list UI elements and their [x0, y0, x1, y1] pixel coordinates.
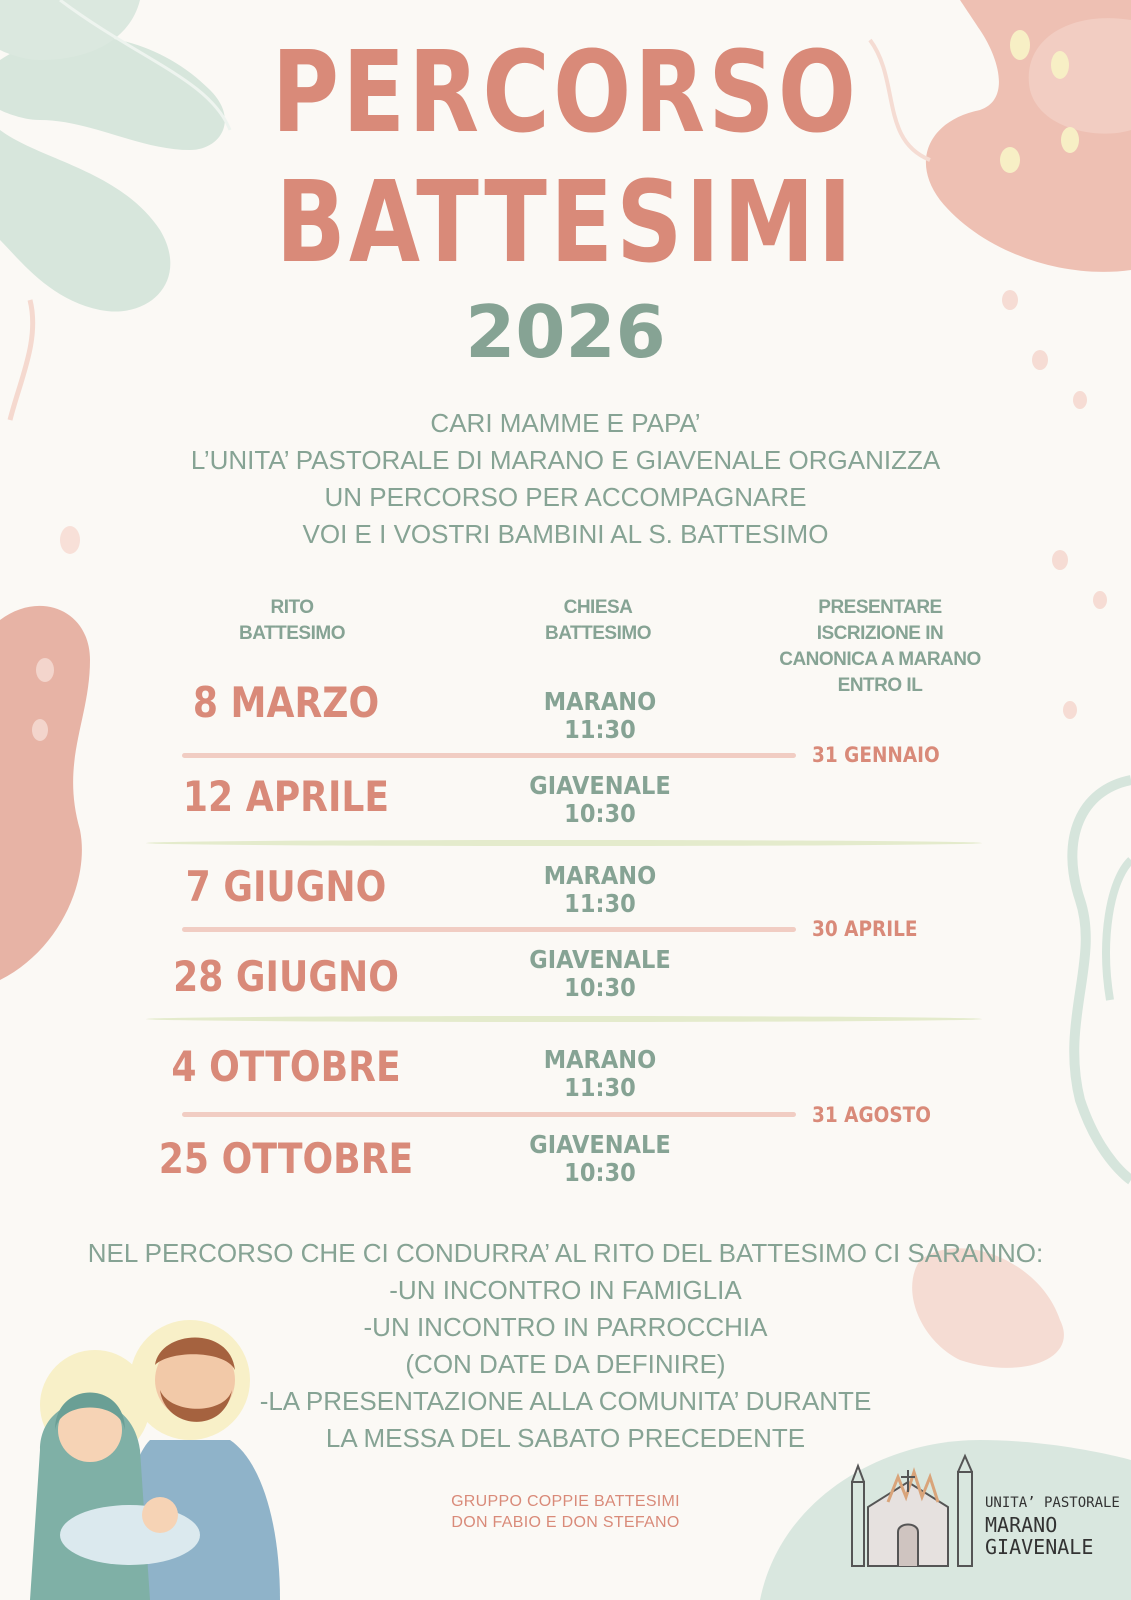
- deadline-date: 31 AGOSTO: [812, 1103, 931, 1127]
- header-line: PRESENTARE: [818, 597, 942, 618]
- church-name: MARANO: [543, 861, 657, 890]
- baptism-date: 8 MARZO: [192, 678, 380, 727]
- church-info: [474, 688, 726, 744]
- intro-line: CARI MAMME E PAPA’: [430, 408, 701, 438]
- program-line: -UN INCONTRO IN PARROCCHIA: [363, 1312, 768, 1342]
- church-info: [474, 946, 726, 1002]
- header-line: RITO: [270, 597, 314, 618]
- header-line: ISCRIZIONE IN: [816, 623, 944, 644]
- credits-line: GRUPPO COPPIE BATTESIMI: [451, 1493, 680, 1510]
- church-time: 11:30: [564, 889, 636, 918]
- church-info: [474, 772, 726, 828]
- church-time: 11:30: [564, 1073, 636, 1102]
- deadline-date: 31 GENNAIO: [812, 743, 940, 767]
- church-name: GIAVENALE: [529, 771, 671, 800]
- title-line-2: BATTESIMI: [275, 158, 856, 288]
- header-rito-battesimo: [192, 595, 392, 647]
- church-time: 10:30: [564, 973, 636, 1002]
- title-line-1: PERCORSO: [271, 28, 860, 158]
- logo-line: GIAVENALE: [985, 1535, 1094, 1559]
- divider: [182, 927, 796, 932]
- church-time: 10:30: [564, 1158, 636, 1187]
- church-name: GIAVENALE: [529, 1130, 671, 1159]
- program-line: LA MESSA DEL SABATO PRECEDENTE: [325, 1423, 806, 1453]
- header-line: BATTESIMO: [545, 623, 651, 644]
- deadline-date: 30 APRILE: [812, 917, 918, 941]
- parish-logo-text: [985, 1492, 1120, 1558]
- church-name: GIAVENALE: [529, 945, 671, 974]
- church-name: MARANO: [543, 1045, 657, 1074]
- church-name: MARANO: [543, 687, 657, 716]
- church-info: [474, 1046, 726, 1102]
- divider: [182, 753, 796, 758]
- program-line: (CON DATE DA DEFINIRE): [405, 1349, 726, 1379]
- church-time: 10:30: [564, 799, 636, 828]
- church-info: [474, 1131, 726, 1187]
- intro-line: VOI E I VOSTRI BAMBINI AL S. BATTESIMO: [302, 519, 829, 549]
- holy-family-icon: [20, 1320, 280, 1600]
- baptism-date: 4 OTTOBRE: [171, 1042, 401, 1091]
- baptism-date: 25 OTTOBRE: [158, 1134, 414, 1183]
- church-time: 11:30: [564, 715, 636, 744]
- header-line: ENTRO IL: [837, 675, 923, 696]
- baptism-date: 28 GIUGNO: [173, 952, 399, 1001]
- baptism-date: 7 GIUGNO: [185, 862, 387, 911]
- header-line: CHIESA: [563, 597, 633, 618]
- intro-text: [0, 405, 1131, 553]
- section-divider: [146, 840, 982, 846]
- title-year: 2026: [465, 290, 666, 374]
- logo-line: UNITA’ PASTORALE: [985, 1495, 1120, 1511]
- program-line: -UN INCONTRO IN FAMIGLIA: [389, 1275, 742, 1305]
- intro-line: UN PERCORSO PER ACCOMPAGNARE: [324, 482, 807, 512]
- church-logo-icon: [848, 1452, 978, 1570]
- program-line: -LA PRESENTAZIONE ALLA COMUNITA’ DURANTE: [259, 1386, 872, 1416]
- header-chiesa-battesimo: [498, 595, 698, 647]
- intro-line: L’UNITA’ PASTORALE DI MARANO E GIAVENALE ORGANIZZA: [190, 445, 941, 475]
- section-divider: [146, 1016, 982, 1022]
- logo-line: MARANO: [985, 1513, 1058, 1537]
- credits-line: DON FABIO E DON STEFANO: [451, 1514, 680, 1531]
- header-iscrizione: [760, 595, 1000, 699]
- divider: [182, 1112, 796, 1117]
- church-info: [474, 862, 726, 918]
- program-line: NEL PERCORSO CHE CI CONDURRA’ AL RITO DEL BATTESIMO CI SARANNO:: [87, 1238, 1044, 1268]
- header-line: BATTESIMO: [239, 623, 345, 644]
- header-line: CANONICA A MARANO: [779, 649, 981, 670]
- baptism-date: 12 APRILE: [182, 772, 390, 821]
